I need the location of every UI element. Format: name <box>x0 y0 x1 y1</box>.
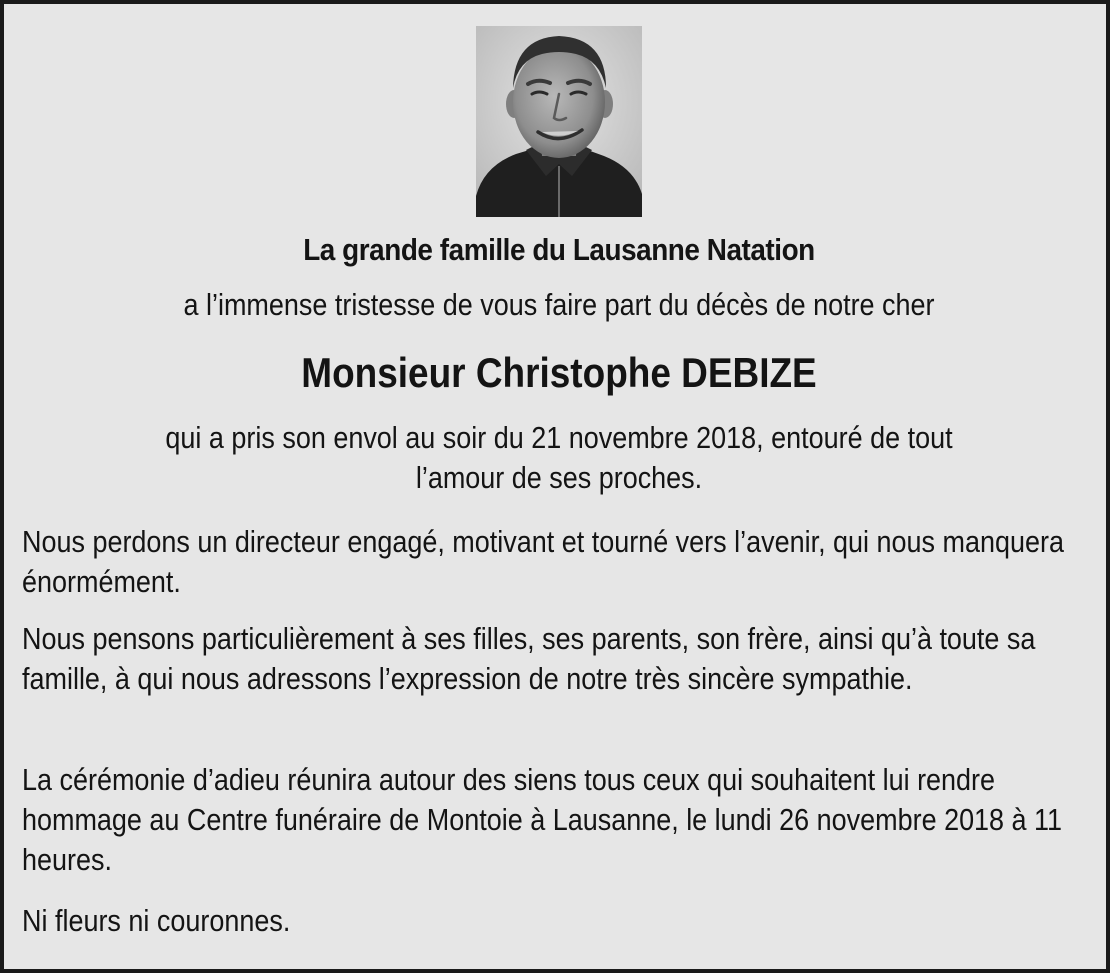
passing-line-2: l’amour de ses proches. <box>415 460 703 495</box>
paragraph-no-flowers: Ni fleurs ni couronnes. <box>22 903 291 938</box>
paragraph-ceremony: La cérémonie d’adieu réunira autour des siens tous ceux qui souhaitent lui rendre hommage au Centre funéraire de Montoie à Lausanne, le lundi 26 novembre 2018 à 11 heures. <box>22 762 1063 877</box>
paragraph-tribute: Nous perdons un directeur engagé, motivant et tourné vers l’avenir, qui nous manquera énormément. <box>22 524 1064 599</box>
portrait-photo <box>476 26 642 217</box>
deceased-name: Monsieur Christophe DEBIZE <box>301 349 817 396</box>
passing-line-1: qui a pris son envol au soir du 21 novembre 2018, entouré de tout <box>165 420 953 455</box>
paragraph-condolences: Nous pensons particulièrement à ses filles, ses parents, son frère, ainsi qu’à toute sa famille, à qui nous adressons l’expression de notre très sincère sympathie. <box>22 621 1036 696</box>
passing-statement <box>88 418 1029 498</box>
organization-heading: La grande famille du Lausanne Natation <box>303 232 815 267</box>
intro-line: a l’immense tristesse de vous faire part du décès de notre cher <box>183 287 935 322</box>
